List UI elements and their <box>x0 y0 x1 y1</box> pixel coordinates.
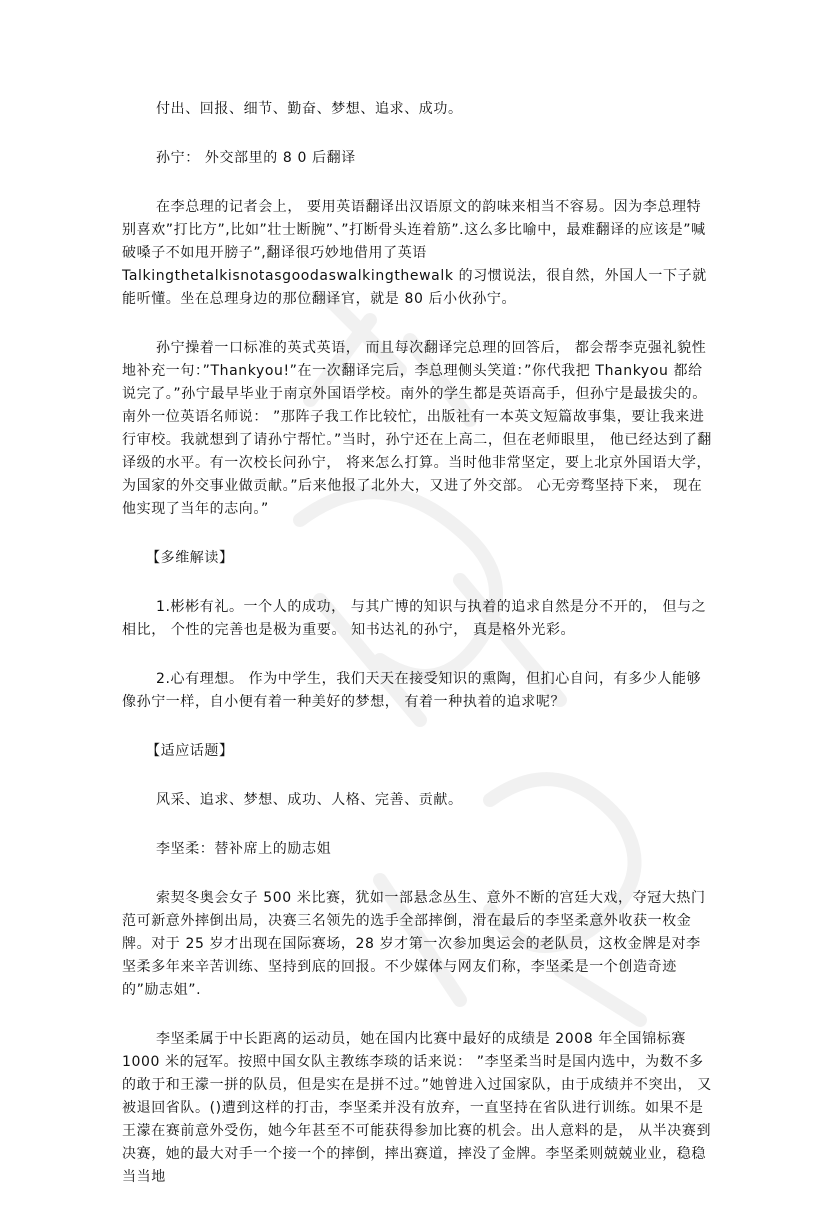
section-heading-topics: 【适应话题】 <box>146 743 234 759</box>
paragraph: 2.心有理想。 作为中学生，我们天天在接受知识的熏陶，但扪心自问，有多少人能够像孙宁一样，自小便有着一种美好的梦想， 有着一种执着的追求呢？ <box>122 671 702 710</box>
keywords-line: 付出、回报、细节、勤奋、梦想、追求、成功。 <box>156 101 463 117</box>
paragraph: 孙宁操着一口标准的英式英语， 而且每次翻译完总理的回答后， 都会帮李克强礼貌性地补充一句：”Thankyou!”在一次翻译完后，李总理侧头笑道：”你代我把 Thankyou 都给说完了。”孙宁最早毕业于南京外国语学校。南外的学生都是英语高手，但孙宁是最拔尖的。 南外一位英语名师说： ”那阵子我工作比较忙，出版社有一本英文短篇故事集，要让我来进行审校。我就想到了请孙宁帮忙。”当时，孙宁还在上高二，但在老师眼里， 他已经达到了翻译级的水平。有一次校长问孙宁， 将来怎么打算。当时他非常坚定，要上北京外国语大学，为国家的外交事业做贡献。”后来他报了北外大，又进了外交部。 心无旁骛坚持下来， 现在他实现了当年的志向。” <box>122 340 712 517</box>
document-body <box>122 98 712 1215</box>
paragraph: 1.彬彬有礼。一个人的成功， 与其广博的知识与执着的追求自然是分不开的， 但与之相比， 个性的完善也是极为重要。 知书达礼的孙宁， 真是格外光彩。 <box>122 599 707 638</box>
paragraph: 在李总理的记者会上， 要用英语翻译出汉语原文的韵味来相当不容易。因为李总理特别喜欢”打比方”,比如”壮士断腕”、”打断骨头连着筋”.这么多比喻中，最难翻译的应该是”喊破嗓子不如甩开膀子”,翻译很巧妙地借用了英语 Talkingthetalkisnotasgoodaswalkingthewalk 的习惯说法，很自然，外国人一下子就能听懂。坐在总理身边的那位翻译官，就是 80 后小伙孙宁。 <box>122 199 707 307</box>
paragraph: 索契冬奥会女子 500 米比赛，犹如一部悬念丛生、意外不断的宫廷大戏，夺冠大热门范可新意外摔倒出局，决赛三名领先的选手全部摔倒，滑在最后的李坚柔意外收获一枚金牌。对于 25 岁才出现在国际赛场，28 岁才第一次参加奥运会的老队员，这枚金牌是对李坚柔多年来辛苦训练、坚持到底的回报。不少媒体与网友们称，李坚柔是一个创造奇迹的”励志姐”. <box>122 890 706 998</box>
topics-line: 风采、追求、梦想、成功、人格、完善、贡献。 <box>156 792 463 808</box>
section-heading-interpretation: 【多维解读】 <box>146 550 234 566</box>
section-title-li-jianrou: 李坚柔：替补席上的励志姐 <box>156 841 332 857</box>
section-title-sun-ning: 孙宁： 外交部里的 8 0 后翻译 <box>156 150 356 166</box>
paragraph: 李坚柔属于中长距离的运动员，她在国内比赛中最好的成绩是 2008 年全国锦标赛 1000 米的冠军。按照中国女队主教练李琰的话来说： ”李坚柔当时是国内选中，为数不多的敢于和王濛一拼的队员，但是实在是拼不过。”她曾进入过国家队，由于成绩并不突出， 又被退回省队。()遭到这样的打击，李坚柔并没有放弃，一直坚持在省队进行训练。如果不是王濛在赛前意外受伤，她今年甚至不可能获得参加比赛的机会。出人意料的是， 从半决赛到决赛，她的最大对手一个接一个的摔倒，摔出赛道，摔没了金牌。李坚柔则兢兢业业，稳稳当当地 <box>122 1031 712 1185</box>
